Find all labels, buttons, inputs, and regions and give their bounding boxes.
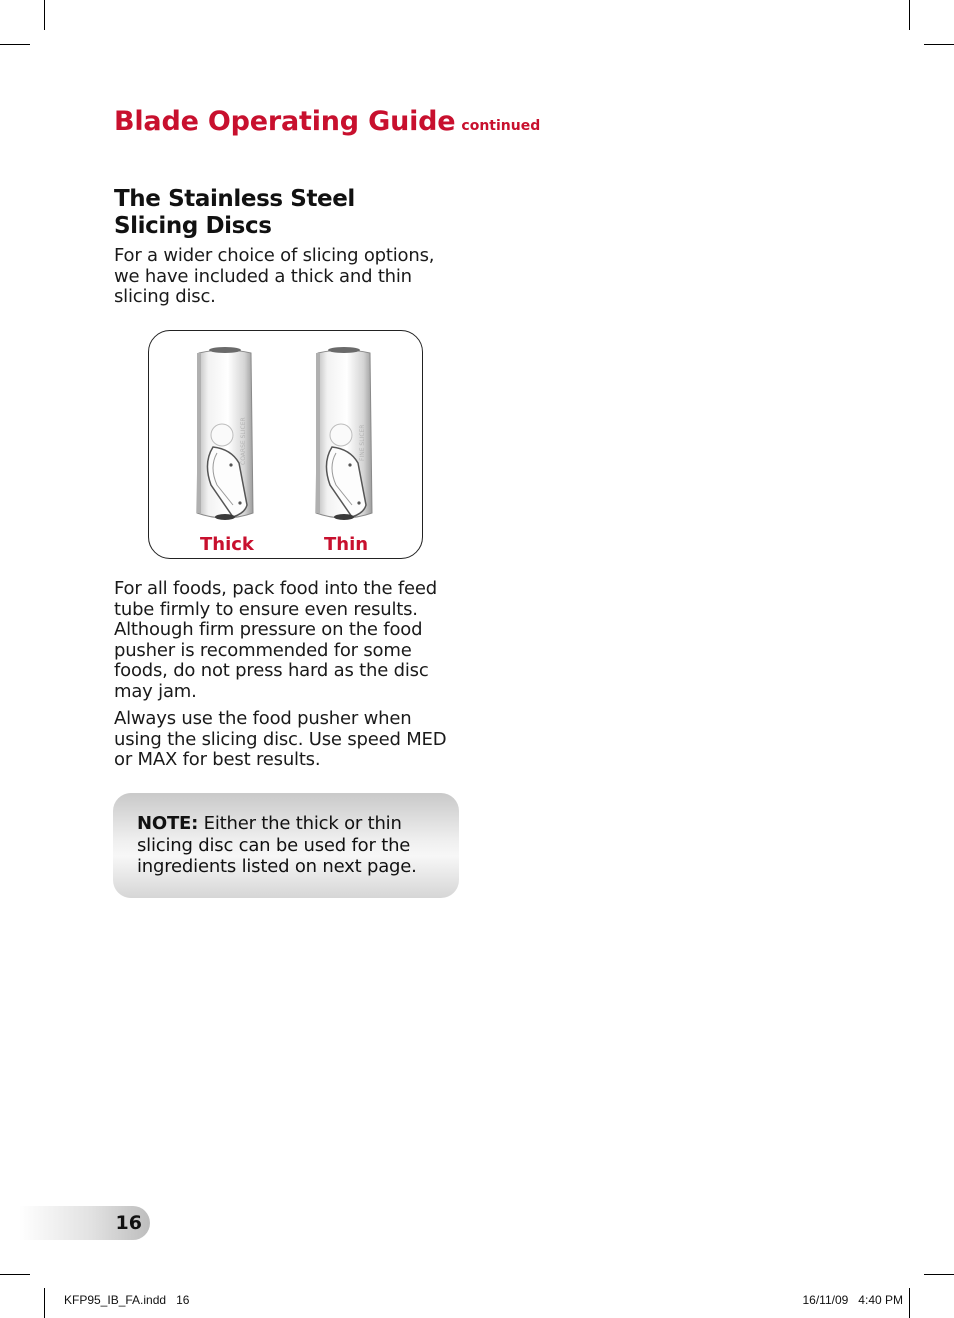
crop-mark — [909, 1288, 910, 1318]
pusher-paragraph: Always use the food pusher when using the slicing disc. Use speed MED or MAX for best results. — [114, 708, 447, 770]
print-slug-filename: KFP95_IB_FA.indd 16 — [64, 1293, 190, 1307]
page-title — [114, 106, 540, 137]
crop-mark — [909, 0, 910, 30]
page-number-tab — [19, 1206, 150, 1240]
crop-mark — [0, 1274, 30, 1275]
thin-disc-label: Thin — [324, 534, 369, 555]
crop-mark — [924, 44, 954, 45]
continued-label: continued — [461, 118, 541, 134]
crop-mark — [44, 0, 45, 30]
section-heading-line1: The Stainless Steel — [114, 186, 355, 212]
page-title-text: Blade Operating Guide — [114, 106, 456, 137]
svg-text:COARSE SLICER: COARSE SLICER — [240, 417, 247, 465]
crop-mark — [924, 1274, 954, 1275]
crop-mark — [44, 1288, 45, 1318]
note-text: Either the thick or thin slicing disc can be used for the ingredients listed on next page. — [137, 813, 417, 877]
fine-slicer-disc-icon — [312, 345, 376, 527]
slicing-discs-figure — [148, 330, 423, 559]
intro-paragraph: For a wider choice of slicing options, we have included a thick and thin slicing disc. — [114, 245, 435, 307]
foods-paragraph: For all foods, pack food into the feed tube firmly to ensure even results. Although firm pressure on the food pusher is recommended for some foods, do not press hard as the disc may jam. — [114, 578, 437, 702]
coarse-slicer-disc-icon — [193, 345, 257, 527]
section-heading-line2: Slicing Discs — [114, 213, 272, 239]
print-slug-timestamp: 16/11/09 4:40 PM — [802, 1293, 903, 1307]
note-box — [113, 793, 459, 898]
crop-mark — [0, 44, 30, 45]
note-label: NOTE: — [137, 813, 199, 834]
section-heading — [114, 186, 434, 240]
thick-disc-label: Thick — [200, 534, 254, 555]
svg-text:FINE SLICER: FINE SLICER — [359, 424, 366, 461]
page-number: 16 — [115, 1212, 142, 1234]
